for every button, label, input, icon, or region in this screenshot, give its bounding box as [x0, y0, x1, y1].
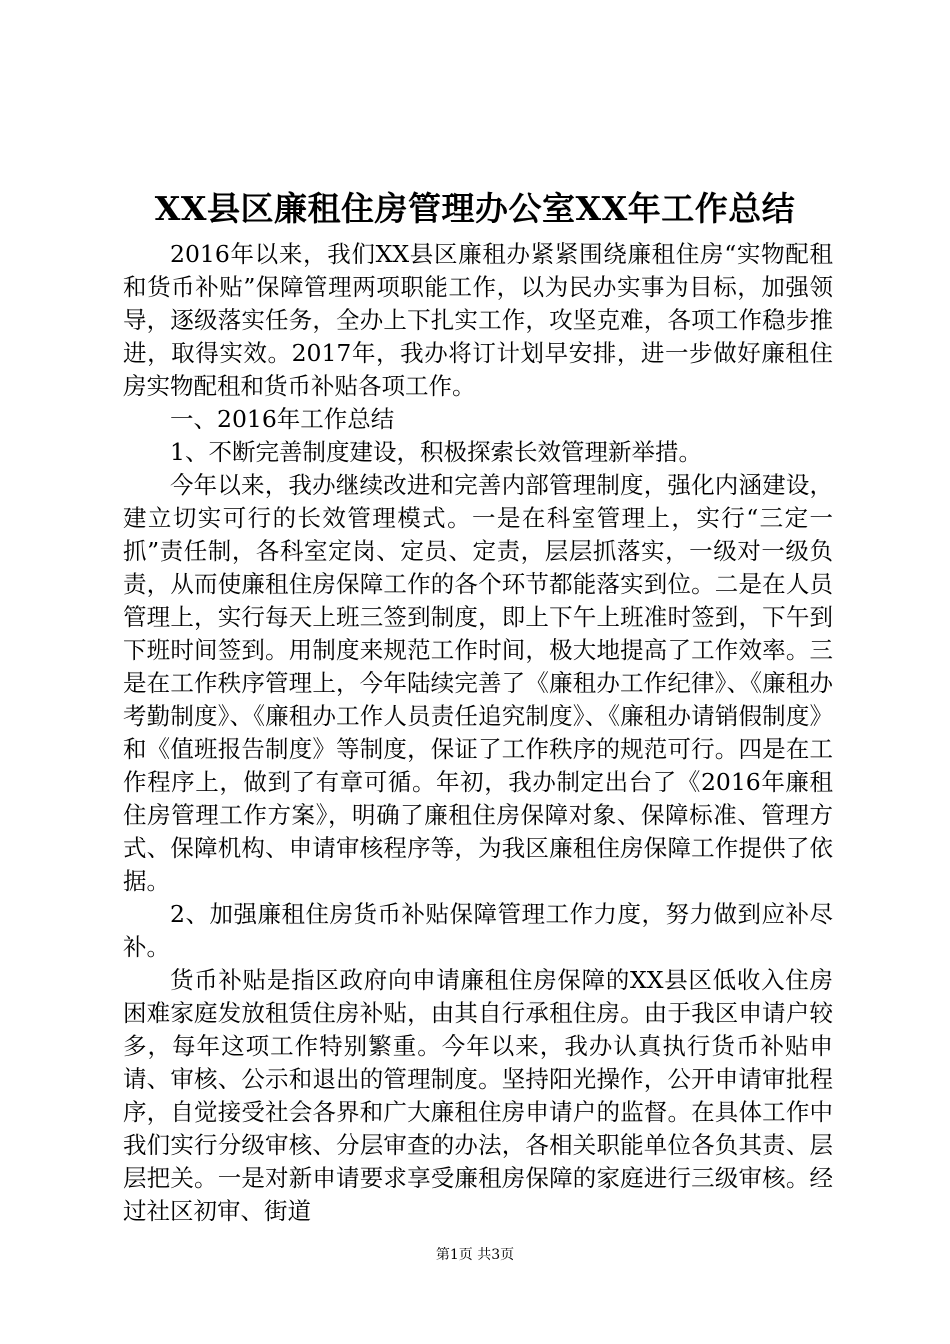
document-body: [123, 238, 833, 1228]
subheading-subsidy-management: 2、加强廉租住房货币补贴保障管理工作力度，努力做到应补尽补。: [123, 900, 833, 961]
paragraph-system-building: 今年以来，我办继续改进和完善内部管理制度，强化内涵建设，建立切实可行的长效管理模式。一是在科室管理上，实行“三定一抓”责任制，各科室定岗、定员、定责，层层抓落实，一级对一级负责，从而使廉租住房保障工作的各个环节都能落实到位。二是在人员管理上，实行每天上班三签到制度，即上下午上班准时签到，下午到下班时间签到。用制度来规范工作时间，极大地提高了工作效率。三是在工作秩序管理上，今年陆续完善了《廉租办工作纪律》、《廉租办考勤制度》、《廉租办工作人员责任追究制度》、《廉租办请销假制度》和《值班报告制度》等制度，保证了工作秩序的规范可行。四是在工作程序上，做到了有章可循。年初，我办制定出台了《2016年廉租住房管理工作方案》，明确了廉租住房保障对象、保障标准、管理方式、保障机构、申请审核程序等，为我区廉租住房保障工作提供了依据。: [123, 471, 833, 895]
document-title: XX县区廉租住房管理办公室XX年工作总结: [154, 189, 796, 228]
subheading-system-building: 1、不断完善制度建设，积极探索长效管理新举措。: [170, 438, 702, 466]
section-heading-summary: 一、2016年工作总结: [170, 405, 395, 433]
page-number-footer: 第1页 共3页: [435, 1247, 515, 1263]
paragraph-intro: 2016年以来，我们XX县区廉租办紧紧围绕廉租住房“实物配租和货币补贴”保障管理两项职能工作，以为民办实事为目标，加强领导，逐级落实任务，全办上下扎实工作，攻坚克难，各项工作稳步推进，取得实效。2017年，我办将订计划早安排，进一步做好廉租住房实物配租和货币补贴各项工作。: [123, 240, 833, 400]
paragraph-subsidy-management: 货币补贴是指区政府向申请廉租住房保障的XX县区低收入住房困难家庭发放租赁住房补贴，由其自行承租住房。由于我区申请户较多，每年这项工作特别繁重。今年以来，我办认真执行货币补贴申请、审核、公示和退出的管理制度。坚持阳光操作，公开申请审批程序，自觉接受社会各界和广大廉租住房申请户的监督。在具体工作中我们实行分级审核、分层审查的办法，各相关职能单位各负其责、层层把关。一是对新申请要求享受廉租房保障的家庭进行三级审核。经过社区初审、街道: [123, 966, 833, 1225]
